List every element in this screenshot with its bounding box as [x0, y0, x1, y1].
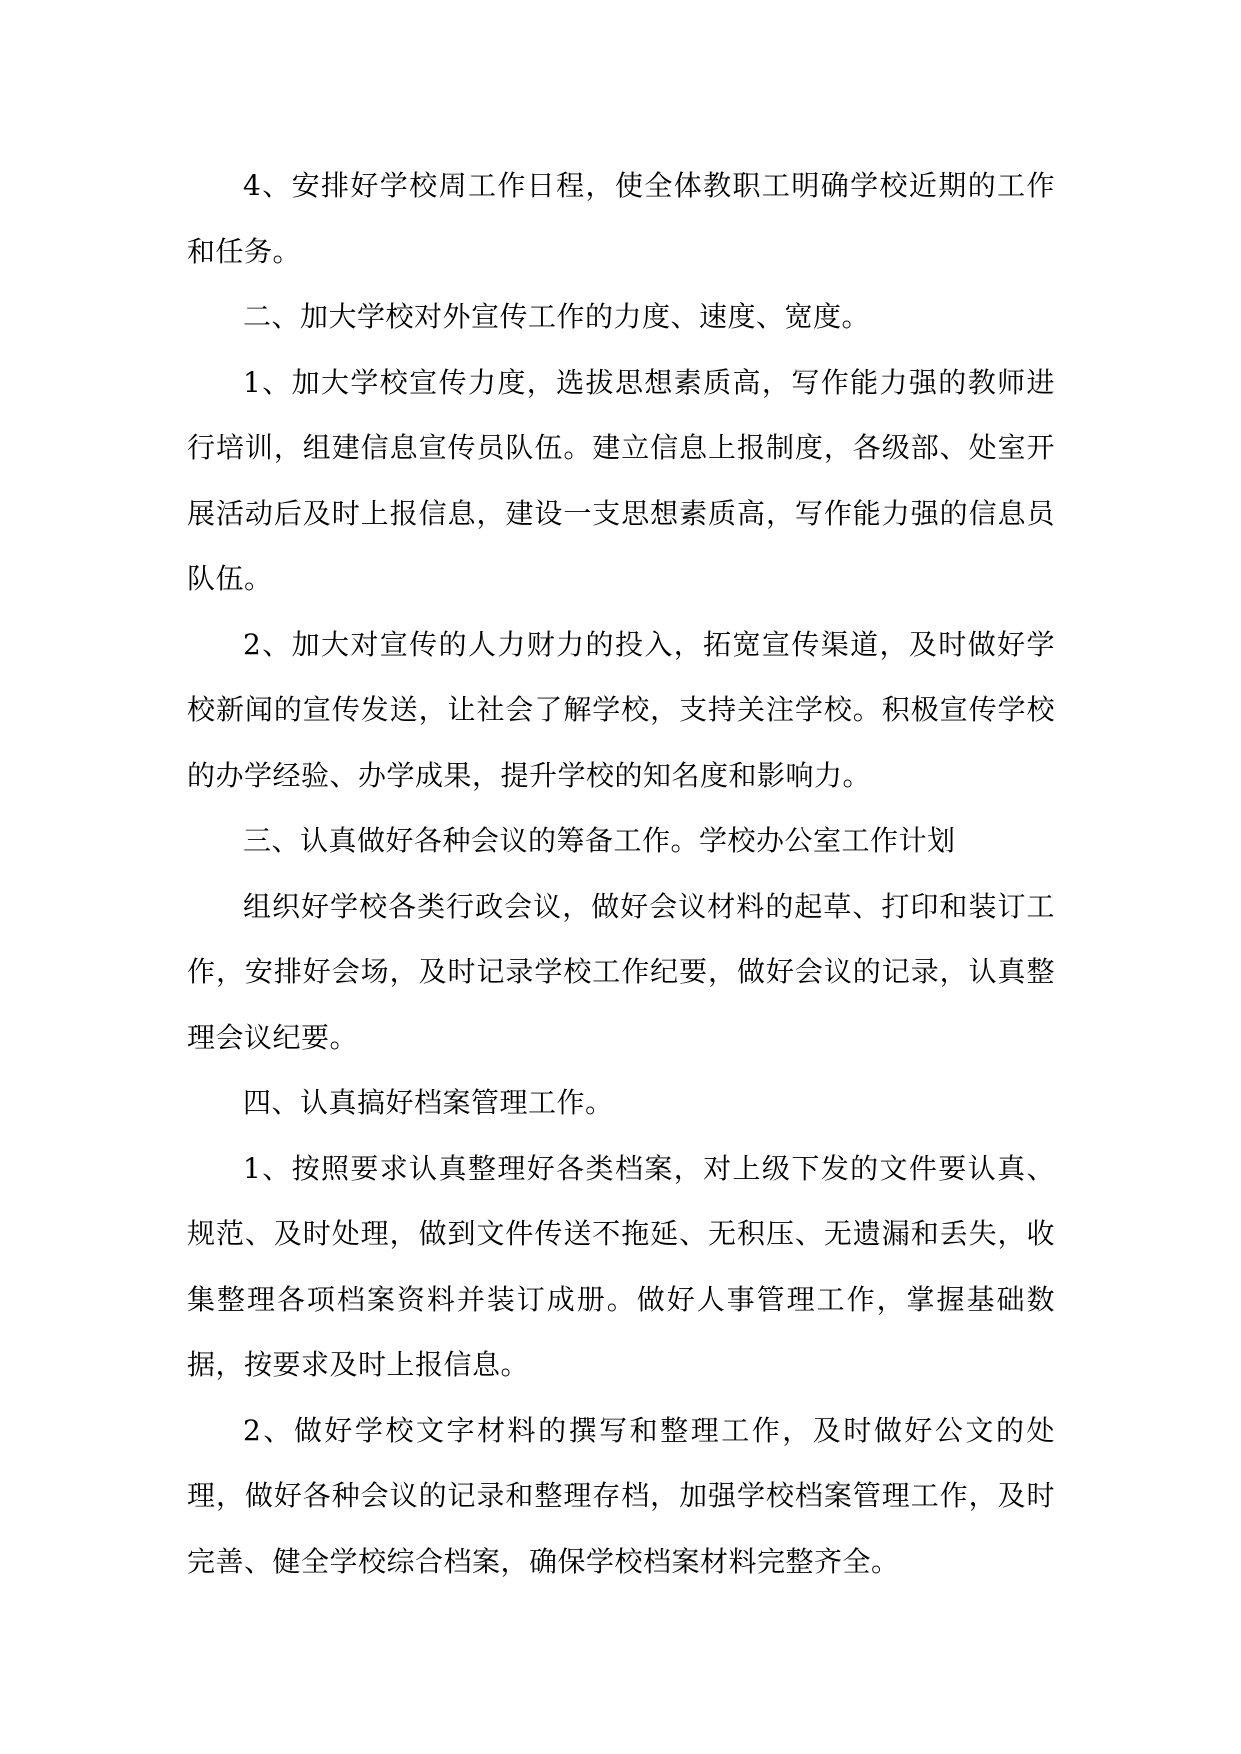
- section-heading-meetings: 三、认真做好各种会议的筹备工作。学校办公室工作计划: [243, 824, 956, 857]
- paragraph-meeting-organization: 组织好学校各类行政会议，做好会议材料的起草、打印和装订工作，安排好会场，及时记录学校工作纪要，做好会议的记录，认真整理会议纪要。: [187, 889, 1055, 1054]
- section-heading-publicity: 二、加大学校对外宣传工作的力度、速度、宽度。: [243, 300, 871, 333]
- section-heading-archives: 四、认真搞好档案管理工作。: [243, 1086, 614, 1119]
- paragraph-archive-organization: 1、按照要求认真整理好各类档案，对上级下发的文件要认真、规范、及时处理，做到文件传送不拖延、无积压、无遗漏和丢失，收集整理各项档案资料并装订成册。做好人事管理工作，掌握基础数据，按要求及时上报信息。: [187, 1151, 1055, 1381]
- paragraph-publicity-team: 1、加大学校宣传力度，选拔思想素质高，写作能力强的教师进行培训，组建信息宣传员队伍。建立信息上报制度，各级部、处室开展活动后及时上报信息，建设一支思想素质高，写作能力强的信息员队伍。: [187, 365, 1055, 595]
- paragraph-weekly-schedule: 4、安排好学校周工作日程，使全体教职工明确学校近期的工作和任务。: [187, 169, 1055, 268]
- paragraph-written-materials: 2、做好学校文字材料的撰写和整理工作，及时做好公文的处理，做好各种会议的记录和整理存档，加强学校档案管理工作，及时完善、健全学校综合档案，确保学校档案材料完整齐全。: [187, 1413, 1055, 1578]
- paragraph-publicity-investment: 2、加大对宣传的人力财力的投入，拓宽宣传渠道，及时做好学校新闻的宣传发送，让社会了解学校，支持关注学校。积极宣传学校的办学经验、办学成果，提升学校的知名度和影响力。: [187, 627, 1055, 792]
- document-body: [187, 153, 1055, 1594]
